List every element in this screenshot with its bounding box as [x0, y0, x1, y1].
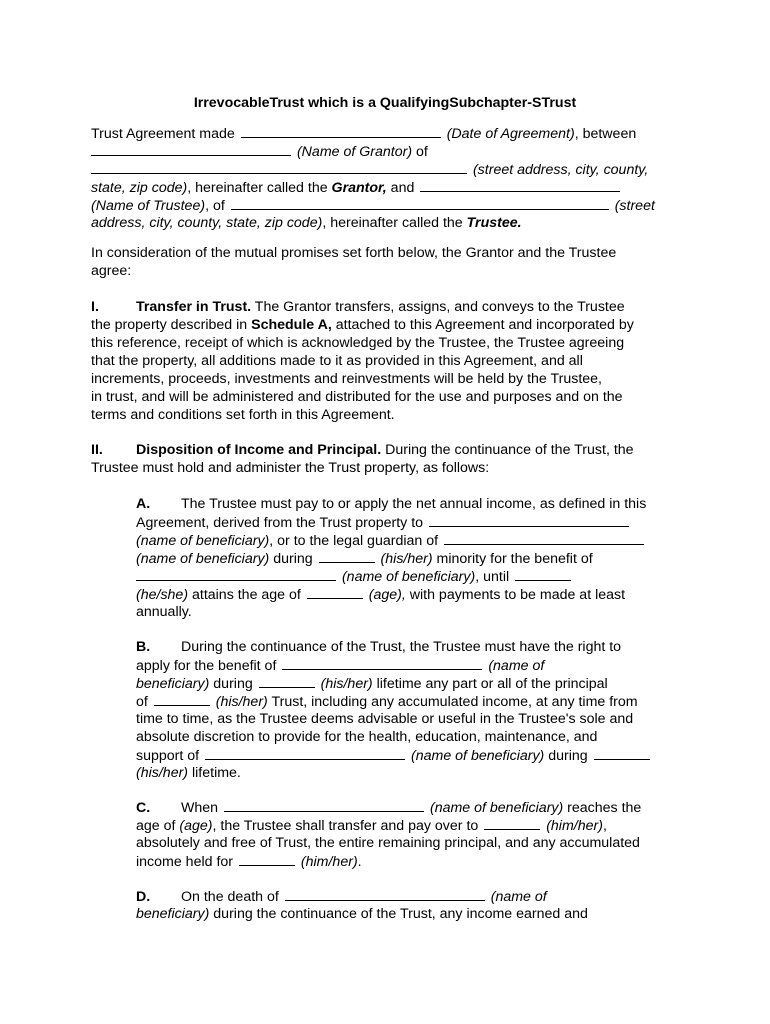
grantor-name-blank[interactable] — [91, 142, 291, 156]
text: , the Trustee shall transfer and pay over to — [212, 818, 479, 834]
text: income held for — [136, 854, 233, 870]
pronoun-blank[interactable] — [154, 692, 210, 706]
section-1-line-4: that the property, all additions made to it as provided in this Agreement, and all — [91, 353, 583, 369]
text: (name of beneficiary) — [136, 551, 270, 567]
text: (his/her) — [320, 676, 373, 692]
para-a-line-4 — [136, 549, 686, 567]
text: (age) — [179, 818, 213, 834]
text: attains the age of — [188, 587, 305, 603]
text: of — [136, 694, 152, 710]
text: during — [544, 748, 588, 764]
text: attached to this Agreement and incorporated by — [331, 317, 634, 333]
text: state, zip code) — [91, 180, 188, 196]
text: (name of — [488, 658, 545, 674]
para-d-line-1 — [136, 887, 686, 905]
text: (age), — [368, 587, 406, 603]
para-a-line-6 — [136, 585, 686, 603]
pronoun-blank[interactable] — [484, 816, 540, 830]
text: beneficiary) — [136, 906, 210, 922]
text: Trustee. — [466, 215, 522, 231]
text: Trust Agreement made — [91, 126, 235, 142]
section-1-line-1 — [91, 298, 683, 316]
intro-line-4 — [91, 178, 683, 196]
section-heading: Disposition of Income and Principal. — [136, 442, 382, 458]
section-1-line-7: terms and conditions set forth in this Agreement. — [91, 407, 395, 423]
text: (name of beneficiary) — [411, 748, 545, 764]
para-b-line-6: absolute discretion to provide for the health, education, maintenance, and — [136, 729, 598, 745]
text: (his/her) — [215, 694, 268, 710]
section-number: I. — [91, 299, 99, 315]
intro-paragraph — [91, 124, 683, 232]
beneficiary-blank[interactable] — [429, 513, 629, 527]
paragraph-c — [136, 798, 686, 870]
pronoun-blank[interactable] — [594, 746, 650, 760]
beneficiary-blank[interactable] — [285, 887, 485, 901]
pronoun-blank[interactable] — [259, 674, 315, 688]
section-1-line-5: increments, proceeds, investments and reinvestments will be held by the Trustee, — [91, 371, 602, 387]
text: . — [357, 854, 362, 870]
para-b-line-2 — [136, 656, 686, 674]
para-b-line-7 — [136, 746, 686, 764]
trustee-address-blank[interactable] — [231, 196, 609, 210]
text: age of — [136, 818, 180, 834]
text: (him/her) — [546, 818, 603, 834]
para-d-line-2 — [136, 905, 686, 923]
para-c-line-2 — [136, 816, 686, 834]
consideration-paragraph — [91, 244, 683, 280]
text: , hereinafter called the — [322, 215, 467, 231]
text: during — [209, 676, 257, 692]
text: minority for the benefit of — [432, 551, 593, 567]
section-1-line-2 — [91, 316, 683, 334]
intro-line-6 — [91, 214, 683, 232]
beneficiary-blank[interactable] — [282, 656, 482, 670]
text: and — [386, 180, 415, 196]
trustee-name-blank[interactable] — [420, 178, 620, 192]
intro-line-3 — [91, 160, 683, 178]
text: (street — [614, 198, 655, 214]
text: On the death of — [181, 889, 279, 905]
paragraph-letter: B. — [136, 639, 151, 655]
para-b-line-5: time to time, as the Trustee deems advisable or useful in the Trustee's sole and — [136, 711, 634, 727]
text: (name of — [490, 889, 547, 905]
text: during — [269, 551, 317, 567]
intro-line-2 — [91, 142, 683, 160]
text: during the continuance of the Trust, any income earned and — [209, 906, 588, 922]
intro-line-5 — [91, 196, 683, 214]
document-title: IrrevocableTrust which is a QualifyingSubchapter-STrust — [193, 95, 577, 111]
para-a-line-7: annually. — [136, 604, 192, 620]
text: the property described in — [91, 317, 252, 333]
guardian-blank[interactable] — [444, 531, 644, 545]
beneficiary-blank[interactable] — [136, 567, 336, 581]
pronoun-blank[interactable] — [515, 567, 571, 581]
text: beneficiary) — [136, 676, 210, 692]
text: lifetime. — [188, 765, 241, 781]
text: (name of beneficiary) — [429, 800, 564, 816]
text: Agreement, derived from the Trust property to — [136, 515, 424, 531]
section-number: II. — [91, 442, 103, 458]
date-blank[interactable] — [241, 124, 441, 138]
beneficiary-blank[interactable] — [224, 798, 424, 812]
text: apply for the benefit of — [136, 658, 277, 674]
text: (his/her) — [136, 765, 189, 781]
para-c-line-4 — [136, 852, 686, 870]
age-blank[interactable] — [307, 585, 363, 599]
text: , hereinafter called the — [187, 180, 332, 196]
text: (name of beneficiary) — [136, 533, 270, 549]
paragraph-b — [136, 638, 686, 782]
text: Trust, including any accumulated income, at any time from — [267, 694, 638, 710]
text: During the continuance of the Trust, the — [381, 442, 634, 458]
beneficiary-blank[interactable] — [205, 746, 405, 760]
section-2-line-1 — [91, 441, 683, 459]
paragraph-d — [136, 887, 686, 923]
text: (his/her) — [380, 551, 433, 567]
text: (Name of Trustee) — [91, 198, 206, 214]
pronoun-blank[interactable] — [239, 852, 295, 866]
text: The Trustee must pay to or apply the net annual income, as defined in this — [181, 496, 647, 512]
para-c-line-3: absolutely and free of Trust, the entire remaining principal, and any accumulated — [136, 835, 640, 851]
section-2-line-2: Trustee must hold and administer the Trust property, as follows: — [91, 460, 490, 476]
text: (Date of Agreement) — [446, 126, 575, 142]
text: , — [602, 818, 607, 834]
para-b-line-1 — [136, 638, 686, 656]
para-b-line-4 — [136, 692, 686, 710]
text: , of — [205, 198, 225, 214]
text: When — [181, 800, 219, 816]
text: of — [412, 144, 428, 160]
text: (name of beneficiary) — [341, 569, 476, 585]
pronoun-blank[interactable] — [319, 549, 375, 563]
text: (him/her) — [300, 854, 358, 870]
para-a-line-3 — [136, 531, 686, 549]
paragraph-letter: A. — [136, 496, 151, 512]
paragraph-letter: C. — [136, 800, 151, 816]
section-heading: Transfer in Trust. — [136, 299, 252, 315]
text: address, city, county, state, zip code) — [91, 215, 323, 231]
para-b-line-3 — [136, 674, 686, 692]
text: Schedule A, — [251, 317, 332, 333]
text: (Name of Grantor) — [296, 144, 413, 160]
consideration-line-2: agree: — [91, 263, 132, 279]
para-a-line-5 — [136, 567, 686, 585]
text: (street address, city, county, — [472, 162, 649, 178]
text: , or to the legal guardian of — [269, 533, 439, 549]
text: reaches the — [563, 800, 642, 816]
text: The Grantor transfers, assigns, and conveys to the Trustee — [251, 299, 625, 315]
text: , between — [574, 126, 637, 142]
section-2 — [91, 441, 683, 477]
text: support of — [136, 748, 200, 764]
paragraph-a — [136, 495, 686, 621]
intro-line-1 — [91, 124, 683, 142]
section-1-line-3: this reference, receipt of which is acknowledged by the Trustee, the Trustee agreeing — [91, 335, 625, 351]
paragraph-letter: D. — [136, 889, 151, 905]
para-a-line-2 — [136, 513, 686, 531]
text: with payments to be made at least — [405, 587, 626, 603]
text: , until — [475, 569, 510, 585]
para-c-line-1 — [136, 798, 686, 816]
text: During the continuance of the Trust, the Trustee must have the right to — [181, 639, 622, 655]
para-a-line-1 — [136, 495, 686, 513]
consideration-line-1: In consideration of the mutual promises set forth below, the Grantor and the Trustee — [91, 245, 617, 261]
text: (he/she) — [136, 587, 189, 603]
grantor-address-blank[interactable] — [91, 160, 467, 174]
section-1-line-6: in trust, and will be administered and distributed for the use and purposes and on the — [91, 389, 623, 405]
text: Grantor, — [331, 180, 387, 196]
section-1 — [91, 298, 683, 424]
text: lifetime any part or all of the principal — [372, 676, 608, 692]
para-b-line-8 — [136, 764, 686, 782]
